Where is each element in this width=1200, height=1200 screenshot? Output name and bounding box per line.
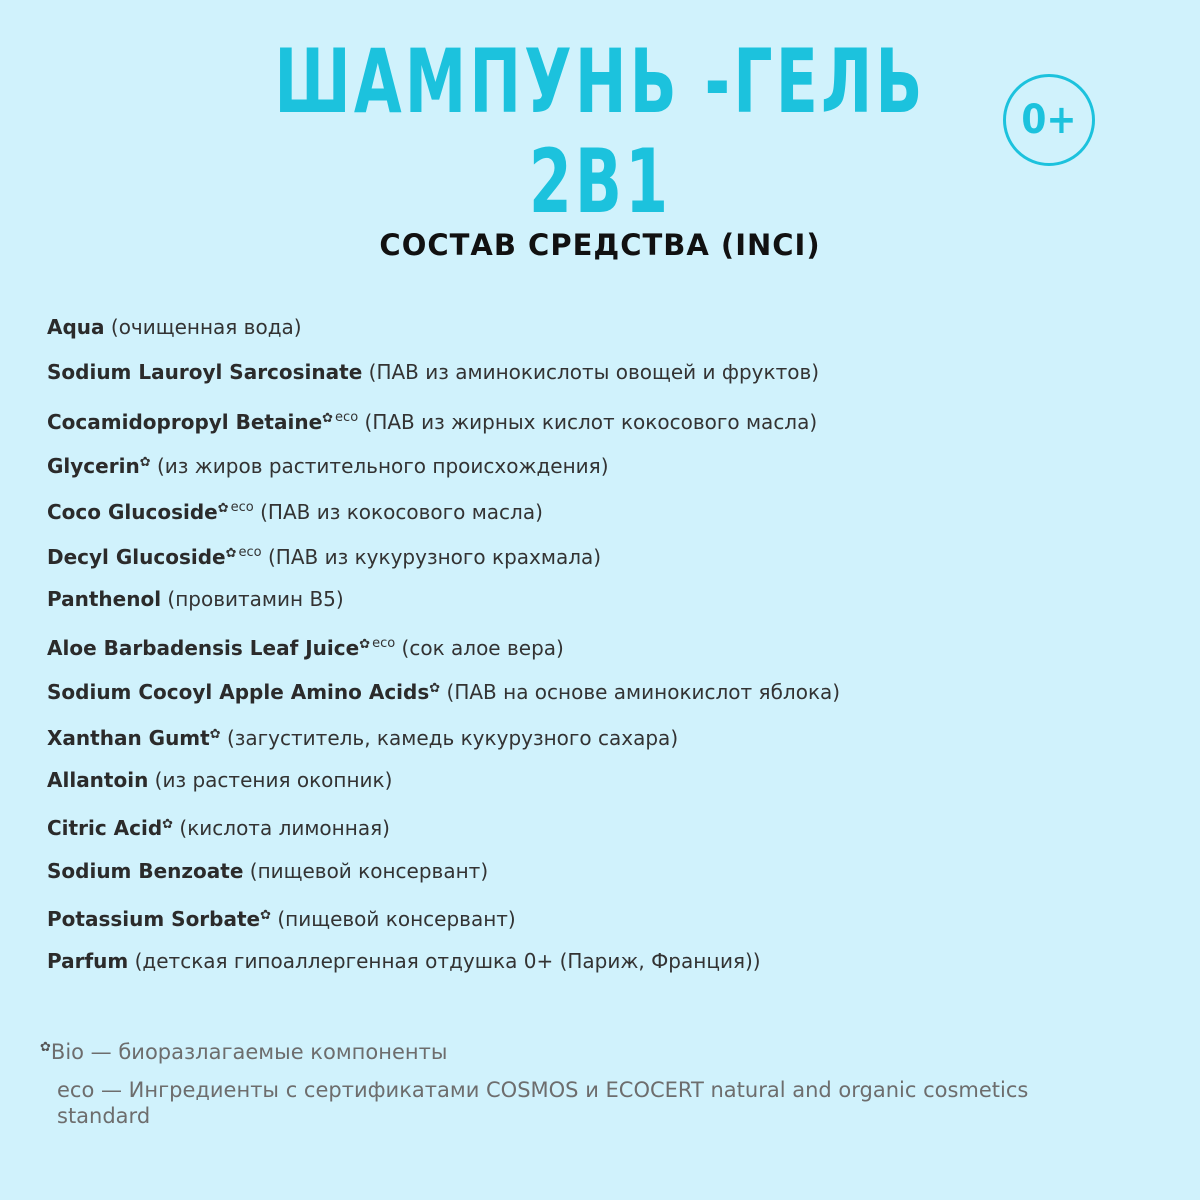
legend-bio-text: Bio — биоразлагаемые компоненты: [50, 1040, 448, 1064]
ingredient-description: (детская гипоаллергенная отдушка 0+ (Париж, Франция)): [128, 949, 761, 974]
eco-mark: eco: [372, 636, 396, 652]
bio-flower-icon: ✿: [429, 681, 441, 697]
ingredient-item: [47, 629, 840, 674]
ingredient-item: [47, 674, 840, 719]
bio-flower-icon: ✿: [217, 501, 229, 517]
ingredient-name: Parfum: [47, 949, 129, 974]
ingredient-item: [47, 810, 840, 855]
ingredient-name: Xanthan Gumt: [47, 725, 210, 750]
bio-flower-icon: ✿: [359, 637, 371, 653]
ingredient-description: (ПАВ из кукурузного крахмала): [261, 545, 602, 570]
ingredient-name: Allantoin: [47, 767, 149, 792]
ingredient-item: [47, 448, 840, 493]
bio-flower-icon: ✿: [225, 546, 237, 562]
ingredient-item: [47, 493, 840, 538]
ingredient-description: (из растения окопник): [148, 767, 393, 792]
ingredient-description: (ПАВ на основе аминокислот яблока): [440, 680, 841, 705]
ingredient-description: (пищевой консервант): [271, 906, 516, 931]
bio-flower-icon: ✿: [40, 1040, 51, 1055]
bio-flower-icon: ✿: [162, 817, 174, 833]
ingredient-name: Decyl Glucoside: [47, 545, 226, 570]
bio-flower-icon: ✿: [139, 454, 151, 470]
eco-mark: eco: [230, 500, 254, 516]
ingredient-name: Aqua: [47, 315, 105, 339]
ingredient-description: (пищевой консервант): [243, 858, 489, 883]
ingredient-item: [47, 584, 840, 629]
ingredient-name: Sodium Cocoyl Apple Amino Acids: [47, 680, 430, 705]
ingredient-name: Aloe Barbadensis Leaf Juice: [47, 636, 360, 661]
ingredient-item: [47, 901, 840, 946]
ingredient-item: [47, 312, 840, 357]
ingredient-item: [47, 403, 840, 448]
ingredient-name: Potassium Sorbate: [47, 906, 261, 931]
ingredient-name: Panthenol: [47, 586, 162, 611]
ingredient-name: Sodium Lauroyl Sarcosinate: [47, 360, 363, 385]
ingredient-description: (провитамин В5): [161, 586, 344, 611]
ingredient-item: [47, 856, 840, 901]
ingredient-description: (из жиров растительного происхождения): [150, 453, 609, 478]
ingredient-item: [47, 538, 840, 583]
ingredient-description: (ПАВ из жирных кислот кокосового масла): [358, 409, 818, 434]
ingredient-list: [47, 312, 840, 991]
legend-bio: [40, 1035, 447, 1065]
ingredient-description: (очищенная вода): [104, 315, 302, 339]
eco-mark: eco: [238, 545, 262, 561]
ingredient-description: (ПАВ из аминокислоты овощей и фруктов): [362, 360, 820, 385]
ingredient-description: (сок алое вера): [395, 636, 564, 661]
ingredient-name: Sodium Benzoate: [47, 858, 244, 883]
ingredient-item: [47, 765, 840, 810]
bio-flower-icon: ✿: [322, 410, 334, 426]
eco-mark: eco: [335, 409, 359, 425]
bio-flower-icon: ✿: [260, 907, 272, 923]
ingredient-name: Coco Glucoside: [47, 500, 218, 525]
ingredient-name: Citric Acid: [47, 816, 163, 841]
ingredient-name: Glycerin: [47, 453, 140, 478]
ingredient-item: [47, 720, 840, 765]
age-badge: 0+: [1003, 74, 1095, 166]
ingredient-name: Cocamidopropyl Betaine: [47, 409, 323, 434]
product-title-line2: 2В1: [528, 130, 672, 233]
legend-eco: eco — Ингредиенты с сертификатами COSMOS и ECOCERT natural and organic cosmetics standard: [57, 1078, 1029, 1128]
ingredient-item: [47, 357, 840, 402]
composition-heading: СОСТАВ СРЕДСТВА (INCI): [379, 228, 821, 262]
ingredient-description: (кислота лимонная): [173, 816, 390, 841]
bio-flower-icon: ✿: [209, 726, 221, 742]
product-title-line1: ШАМПУНЬ -ГЕЛЬ: [274, 30, 926, 133]
ingredient-item: [47, 946, 840, 991]
ingredient-description: (ПАВ из кокосового масла): [253, 500, 543, 525]
ingredient-description: (загуститель, камедь кукурузного сахара): [220, 725, 679, 750]
